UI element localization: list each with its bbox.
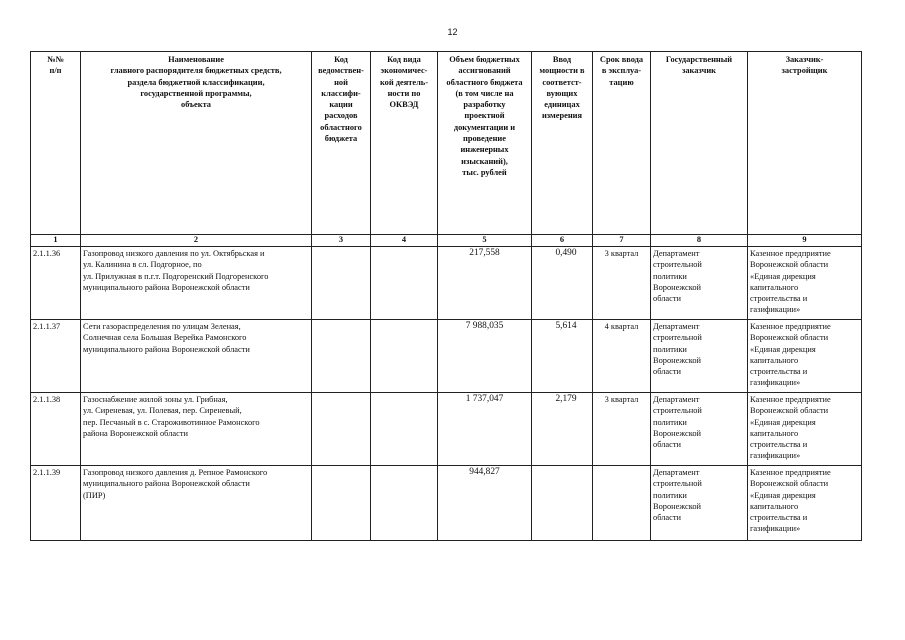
column-number: 7 (593, 235, 651, 247)
okved-code (371, 320, 438, 393)
header-state-customer: Государственный заказчик (651, 52, 748, 235)
state-customer: Департамент строительной политики Воронежской области (651, 393, 748, 466)
object-name: Сети газораспределения по улицам Зеленая, Солнечная села Большая Верейка Рамонского муниципального района Воронежской области (81, 320, 312, 393)
column-number: 8 (651, 235, 748, 247)
column-number: 2 (81, 235, 312, 247)
dept-code (312, 466, 371, 541)
commission-term: 4 квартал (593, 320, 651, 393)
commission-term (593, 466, 651, 541)
header-capacity: Ввод мощности в соответст- вующих единицах измерения (532, 52, 593, 235)
table-row (31, 393, 862, 466)
header-object-name: Наименование главного распорядителя бюджетных средств, раздела бюджетной классификации, государственной программы, объекта (81, 52, 312, 235)
table-row (31, 247, 862, 320)
row-code: 2.1.1.38 (31, 393, 81, 466)
budget-amount: 217,558 (438, 247, 532, 320)
table-row (31, 320, 862, 393)
row-code: 2.1.1.39 (31, 466, 81, 541)
okved-code (371, 247, 438, 320)
header-dept-code: Код ведомствен- ной классифи- кации расходов областного бюджета (312, 52, 371, 235)
table-header-row (31, 52, 862, 235)
column-number: 1 (31, 235, 81, 247)
column-number: 6 (532, 235, 593, 247)
capacity-value: 2,179 (532, 393, 593, 466)
header-commission-term: Срок ввода в эксплуа- тацию (593, 52, 651, 235)
dept-code (312, 320, 371, 393)
header-okved-code: Код вида экономичес- кой деятель- ности по ОКВЭД (371, 52, 438, 235)
column-number: 5 (438, 235, 532, 247)
column-number: 3 (312, 235, 371, 247)
dept-code (312, 247, 371, 320)
column-numbers-row (31, 235, 862, 247)
developer: Казенное предприятие Воронежской области «Единая дирекция капитального строительства и газификации» (748, 466, 862, 541)
column-number: 9 (748, 235, 862, 247)
state-customer: Департамент строительной политики Воронежской области (651, 466, 748, 541)
header-row-number: №№ п/п (31, 52, 81, 235)
header-budget-amount: Объем бюджетных ассигнований областного бюджета (в том числе на разработку проектной документации и проведение инженерных изысканий), тыс. рублей (438, 52, 532, 235)
page-number: 12 (447, 27, 458, 37)
budget-amount: 7 988,035 (438, 320, 532, 393)
developer: Казенное предприятие Воронежской области «Единая дирекция капитального строительства и газификации» (748, 320, 862, 393)
capacity-value: 5,614 (532, 320, 593, 393)
object-name: Газопровод низкого давления д. Репное Рамонского муниципального района Воронежской области (ПИР) (81, 466, 312, 541)
investment-objects-table (30, 51, 862, 541)
column-number: 4 (371, 235, 438, 247)
budget-amount: 1 737,047 (438, 393, 532, 466)
capacity-value (532, 466, 593, 541)
state-customer: Департамент строительной политики Воронежской области (651, 247, 748, 320)
header-developer: Заказчик- застройщик (748, 52, 862, 235)
okved-code (371, 393, 438, 466)
table-row (31, 466, 862, 541)
object-name: Газоснабжение жилой зоны ул. Грибная, ул. Сиреневая, ул. Полевая, пер. Сиреневый, пер. Песчаный в с. Староживотинное Рамонского района Воронежской области (81, 393, 312, 466)
developer: Казенное предприятие Воронежской области «Единая дирекция капитального строительства и газификации» (748, 247, 862, 320)
budget-amount: 944,827 (438, 466, 532, 541)
row-code: 2.1.1.37 (31, 320, 81, 393)
commission-term: 3 квартал (593, 247, 651, 320)
commission-term: 3 квартал (593, 393, 651, 466)
capacity-value: 0,490 (532, 247, 593, 320)
object-name: Газопровод низкого давления по ул. Октябрьская и ул. Калинина в сл. Подгорное, по ул. Прилужная в п.г.т. Подгоренский Подгоренского муниципального района Воронежской области (81, 247, 312, 320)
row-code: 2.1.1.36 (31, 247, 81, 320)
dept-code (312, 393, 371, 466)
developer: Казенное предприятие Воронежской области «Единая дирекция капитального строительства и газификации» (748, 393, 862, 466)
okved-code (371, 466, 438, 541)
state-customer: Департамент строительной политики Воронежской области (651, 320, 748, 393)
